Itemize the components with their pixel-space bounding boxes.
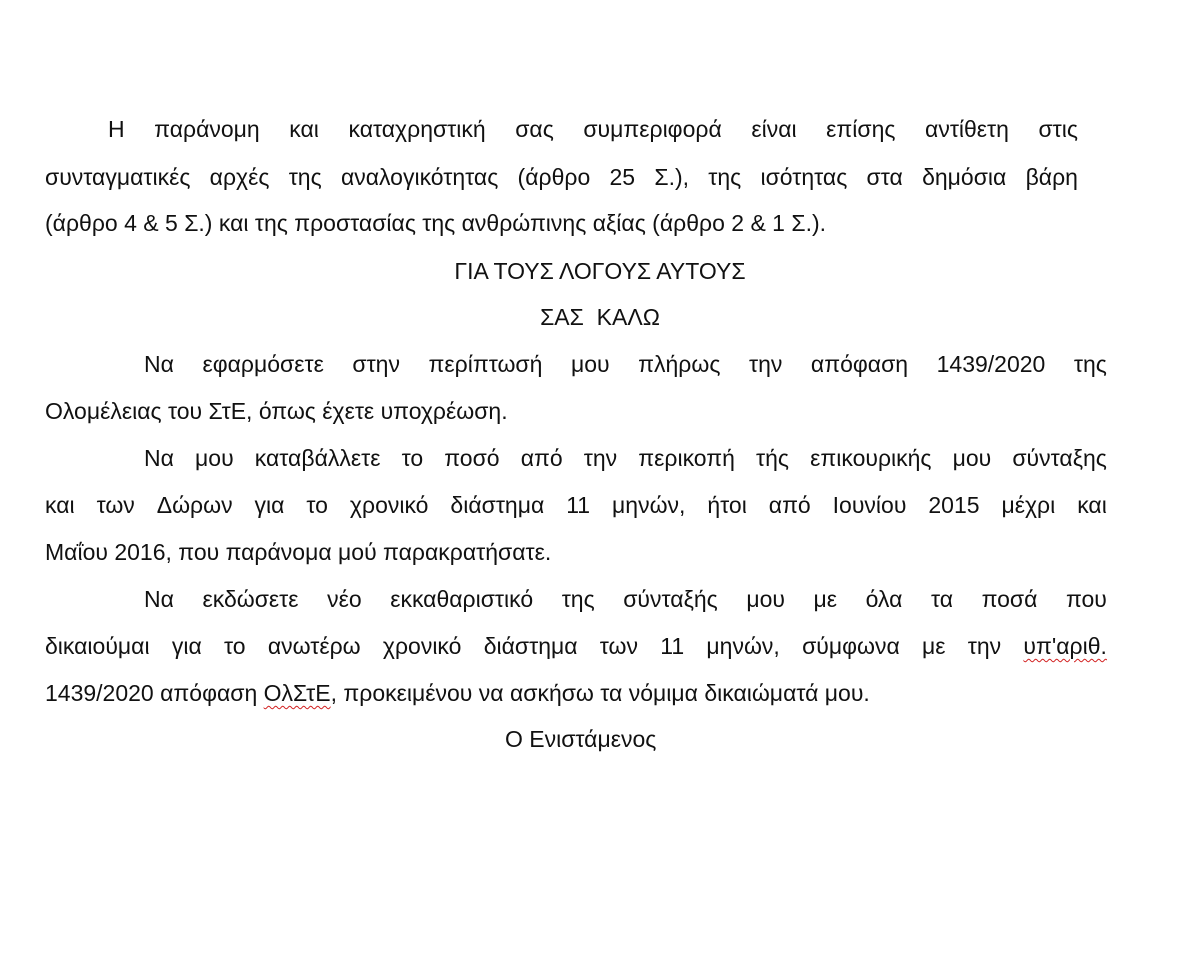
word: διάστημα (483, 633, 578, 659)
word: για (254, 492, 285, 518)
word: μου (952, 445, 992, 471)
word: στις (1038, 116, 1078, 142)
word: μηνών, (706, 633, 780, 659)
word: Η (108, 116, 125, 142)
word: και (289, 116, 319, 142)
word: 2015 (928, 492, 980, 518)
word: με (922, 633, 946, 659)
word: την (967, 633, 1002, 659)
word: πλήρως (638, 351, 721, 377)
spellcheck-word-olste: ΟλΣτΕ (263, 680, 331, 706)
word: ισότητας (760, 164, 848, 190)
word: 1439/2020 (936, 351, 1046, 377)
word: για (171, 633, 202, 659)
word: μου (746, 586, 785, 612)
paragraph-3-line-2 (45, 490, 1107, 520)
word: την (583, 445, 618, 471)
word: αναλογικότητας (340, 164, 499, 190)
word: δημόσια (922, 164, 1007, 190)
word: ανωτέρω (267, 633, 361, 659)
spellcheck-word-yp-arith: υπ'αριθ. (1023, 633, 1107, 659)
word: στα (866, 164, 903, 190)
word: στην (352, 351, 400, 377)
word: με (813, 586, 838, 612)
word: τής (756, 445, 790, 471)
word: καταχρηστική (348, 116, 486, 142)
word: καταβάλλετε (254, 445, 381, 471)
word: περίπτωσή (428, 351, 543, 377)
word: βάρη (1025, 164, 1078, 190)
word: εκδώσετε (202, 586, 299, 612)
word: της (561, 586, 595, 612)
paragraph-2-line-2: Ολομέλειας του ΣτΕ, όπως έχετε υποχρέωση. (45, 398, 508, 424)
word: το (401, 445, 424, 471)
word: (άρθρο (517, 164, 591, 190)
word: επίσης (826, 116, 896, 142)
heading-reasons: ΓΙΑ ΤΟΥΣ ΛΟΓΟΥΣ ΑΥΤΟΥΣ (454, 258, 746, 284)
paragraph-1-line-2 (45, 162, 1078, 192)
word: επικουρικής (810, 445, 932, 471)
paragraph-2-line-1 (144, 349, 1107, 379)
word: και (45, 492, 75, 518)
word: δικαιούμαι (45, 633, 150, 659)
word: ποσά (981, 586, 1038, 612)
word: χρονικό (349, 492, 429, 518)
word: περικοπή (638, 445, 735, 471)
paragraph-1-line-3: (άρθρο 4 & 5 Σ.) και της προστασίας της ανθρώπινης αξίας (άρθρο 2 & 1 Σ.). (45, 210, 827, 236)
word: μηνών, (612, 492, 686, 518)
word: μέχρι (1001, 492, 1056, 518)
word: της (1073, 351, 1107, 377)
word: παράνομη (154, 116, 260, 142)
word: το (306, 492, 328, 518)
word: των (599, 633, 639, 659)
paragraph-4-line-3-start: 1439/2020 απόφαση (45, 680, 264, 706)
word: εκκαθαριστικό (390, 586, 534, 612)
word: ήτοι (707, 492, 747, 518)
word: 11 (660, 633, 685, 659)
word: από (768, 492, 811, 518)
paragraph-4-line-3 (45, 678, 870, 708)
word: Δώρων (156, 492, 233, 518)
word: της (708, 164, 742, 190)
paragraph-1-line-1 (108, 114, 1078, 144)
word: που (1065, 586, 1107, 612)
paragraph-4-line-2 (45, 631, 1107, 661)
word: σύνταξής (623, 586, 718, 612)
word: αρχές (209, 164, 270, 190)
paragraph-3-line-1 (144, 443, 1107, 473)
word: απόφαση (810, 351, 909, 377)
word: όλα (865, 586, 903, 612)
word: Να (144, 351, 174, 377)
word: των (96, 492, 135, 518)
heading-request: ΣΑΣ ΚΑΛΩ (540, 304, 660, 330)
word: τα (930, 586, 954, 612)
word: την (748, 351, 783, 377)
word: 25 (609, 164, 636, 190)
word: Να (144, 586, 174, 612)
word: αντίθετη (925, 116, 1009, 142)
word: χρονικό (382, 633, 462, 659)
word: ποσό (444, 445, 500, 471)
word: της (288, 164, 322, 190)
word: μου (570, 351, 610, 377)
word: συνταγματικές (45, 164, 191, 190)
paragraph-3-line-3: Μαΐου 2016, που παράνομα μού παρακρατήσατε. (45, 539, 552, 565)
word: μου (195, 445, 234, 471)
paragraph-4-line-3-end: , προκειμένου να ασκήσω τα νόμιμα δικαιώματά μου. (330, 680, 870, 706)
word: εφαρμόσετε (202, 351, 324, 377)
word: Σ.), (654, 164, 690, 190)
word: σύνταξης (1012, 445, 1107, 471)
word: σύμφωνα (802, 633, 900, 659)
word: το (224, 633, 246, 659)
word: είναι (751, 116, 797, 142)
word: από (520, 445, 563, 471)
word: συμπεριφορά (583, 116, 722, 142)
word: και (1077, 492, 1107, 518)
word: Να (144, 445, 174, 471)
paragraph-4-line-1 (144, 584, 1107, 614)
word: Ιουνίου (832, 492, 907, 518)
word: σας (515, 116, 554, 142)
word: νέο (327, 586, 362, 612)
signature: Ο Ενιστάμενος (505, 726, 657, 752)
word: διάστημα (450, 492, 545, 518)
word: 11 (566, 492, 591, 518)
